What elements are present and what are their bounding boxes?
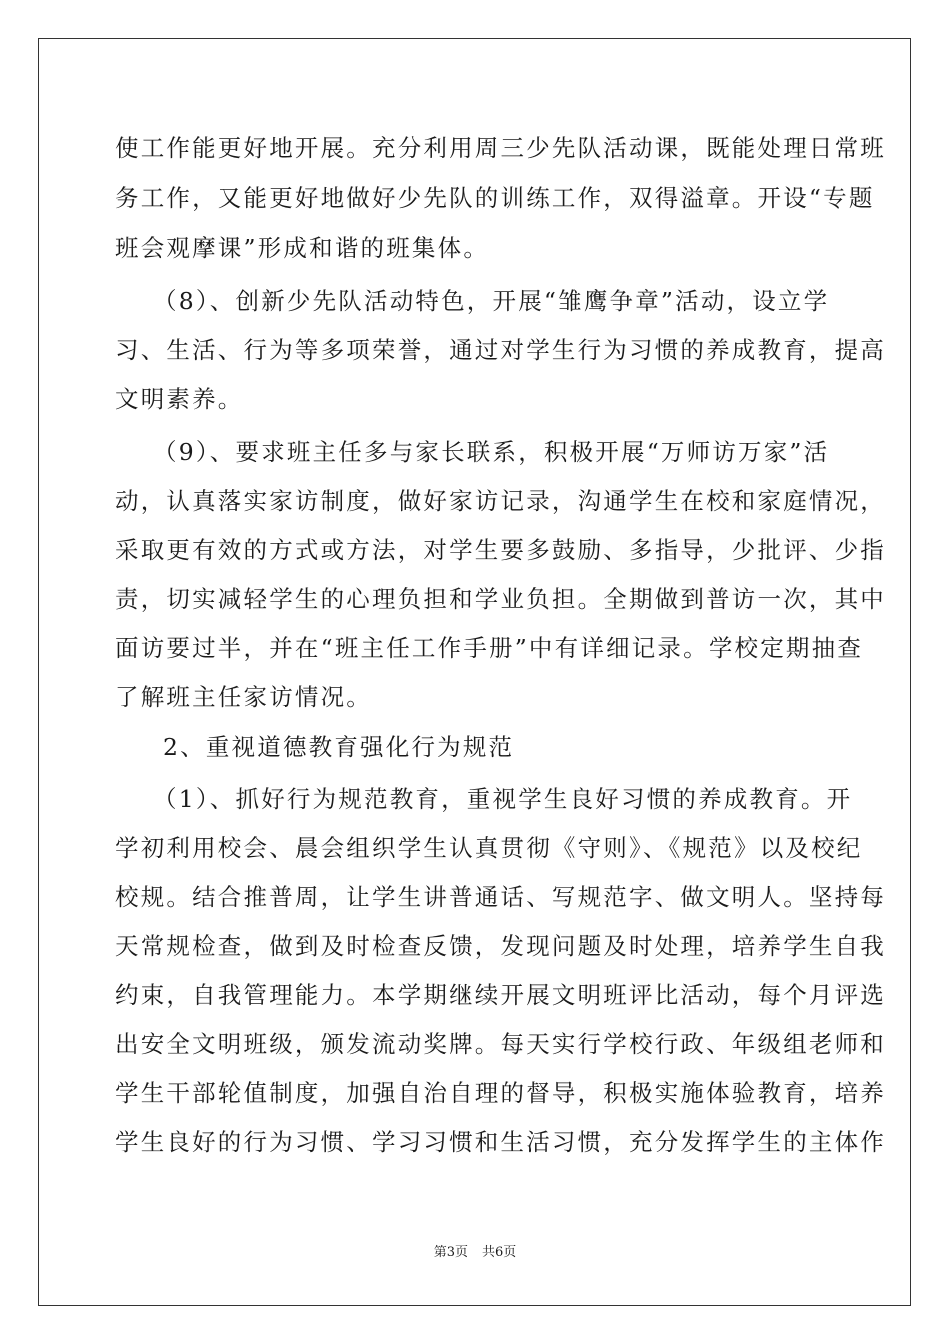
text-line: （8）、创新少先队活动特色，开展“雏鹰争章”活动，设立学 bbox=[153, 287, 830, 315]
text-line: 文明素养。 bbox=[115, 385, 244, 413]
text-line: 天常规检查，做到及时检查反馈，发现问题及时处理，培养学生自我 bbox=[115, 932, 886, 960]
text-line: 使工作能更好地开展。充分利用周三少先队活动课，既能处理日常班 bbox=[115, 134, 886, 162]
page-footer bbox=[0, 1245, 950, 1261]
text-line: 学生良好的行为习惯、学习习惯和生活习惯，充分发挥学生的主体作 bbox=[115, 1128, 886, 1156]
text-line: 责，切实减轻学生的心理负担和学业负担。全期做到普访一次，其中 bbox=[115, 585, 886, 613]
text-line: 务工作，又能更好地做好少先队的训练工作，双得溢章。开设“专题 bbox=[115, 184, 875, 212]
text-line: 2、重视道德教育强化行为规范 bbox=[163, 733, 515, 761]
text-line: 动，认真落实家访制度，做好家访记录，沟通学生在校和家庭情况， bbox=[115, 487, 886, 515]
text-line: 习、生活、行为等多项荣誉，通过对学生行为习惯的养成教育，提高 bbox=[115, 336, 886, 364]
page-frame bbox=[38, 38, 911, 1306]
text-line: （1）、抓好行为规范教育，重视学生良好习惯的养成教育。开 bbox=[153, 785, 853, 813]
page-total: 共6页 bbox=[482, 1245, 517, 1260]
text-line: 班会观摩课”形成和谐的班集体。 bbox=[115, 234, 490, 262]
text-line: 学生干部轮值制度，加强自治自理的督导，积极实施体验教育，培养 bbox=[115, 1079, 886, 1107]
text-line: 了解班主任家访情况。 bbox=[115, 683, 372, 711]
text-line: （9）、要求班主任多与家长联系，积极开展“万师访万家”活 bbox=[153, 438, 830, 466]
text-line: 约束，自我管理能力。本学期继续开展文明班评比活动，每个月评选 bbox=[115, 981, 886, 1009]
text-line: 校规。结合推普周，让学生讲普通话、写规范字、做文明人。坚持每 bbox=[115, 883, 886, 911]
text-line: 面访要过半，并在“班主任工作手册”中有详细记录。学校定期抽查 bbox=[115, 634, 864, 662]
text-line: 学初利用校会、晨会组织学生认真贯彻《守则》、《规范》以及校纪 bbox=[115, 834, 863, 862]
text-line: 出安全文明班级，颁发流动奖牌。每天实行学校行政、年级组老师和 bbox=[115, 1030, 886, 1058]
text-line: 采取更有效的方式或方法，对学生要多鼓励、多指导，少批评、少指 bbox=[115, 536, 886, 564]
page-number: 第3页 bbox=[433, 1245, 468, 1260]
